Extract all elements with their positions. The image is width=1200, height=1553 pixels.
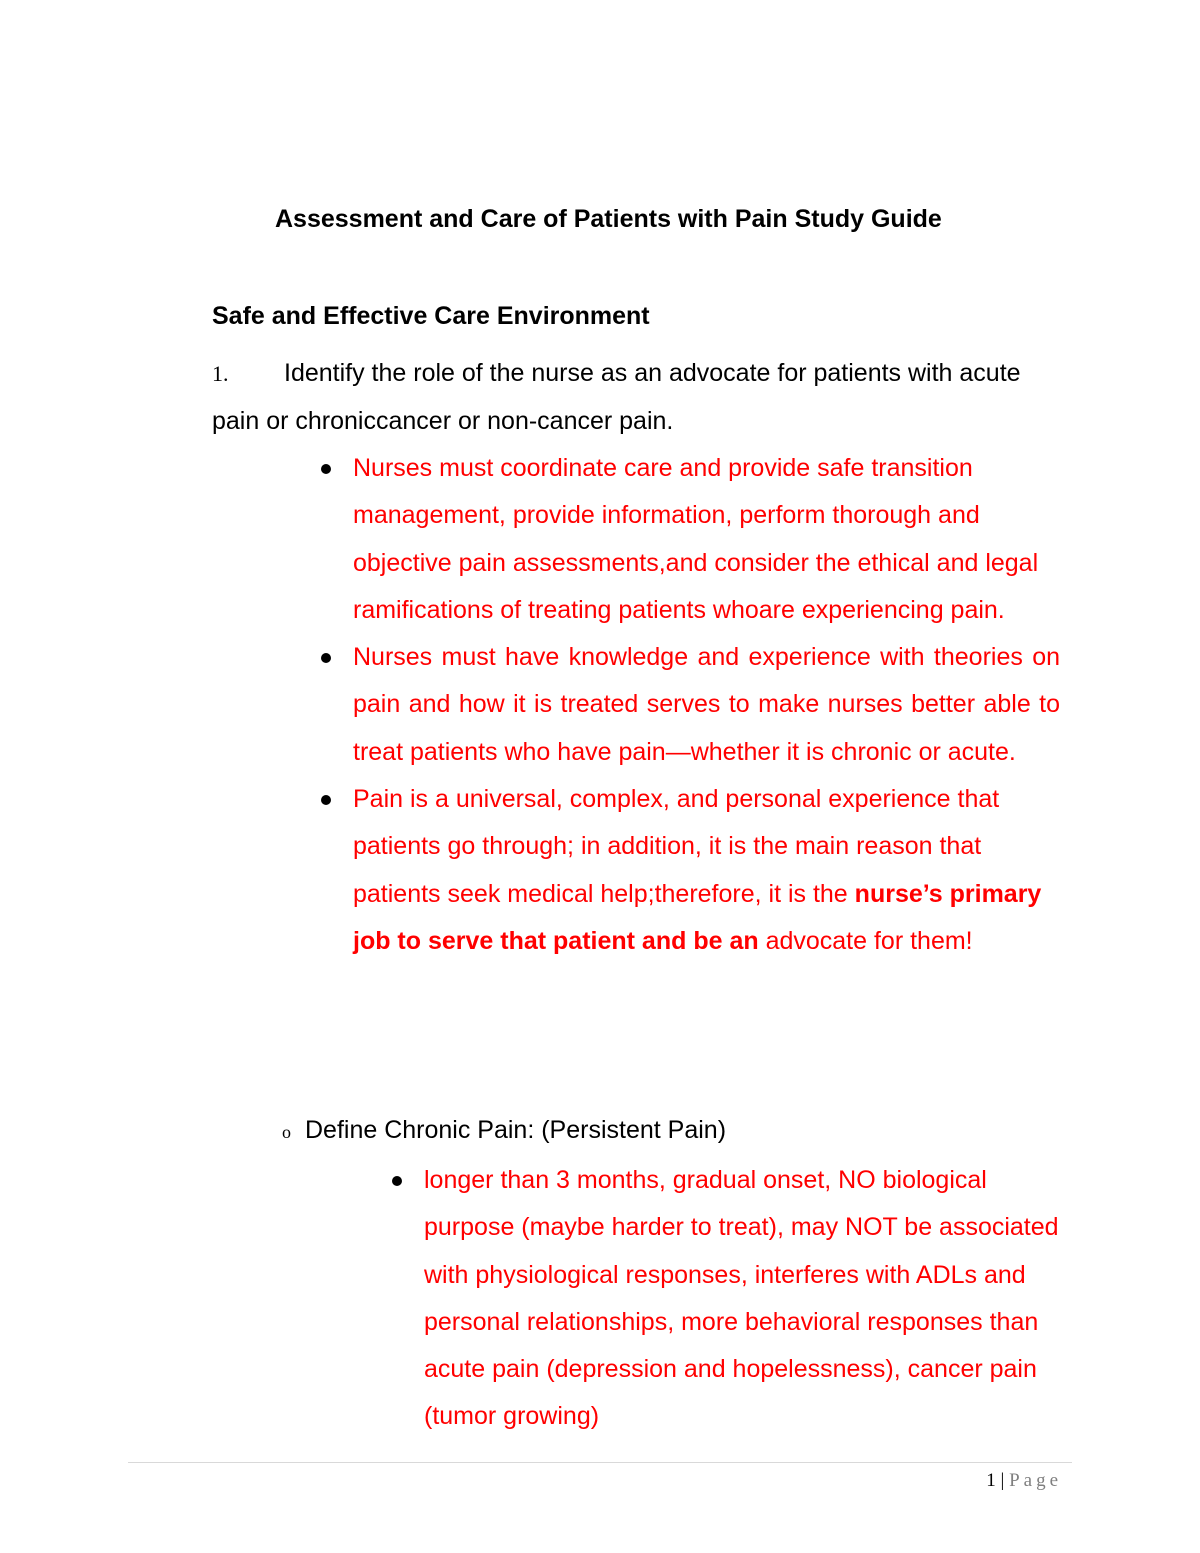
question-item	[212, 350, 1042, 445]
answer-bullet-text: Nurses must have knowledge and experience with theories on pain and how it is treated serves to make nurses better able to treat patients who have pain—whether it is chronic or acute.	[353, 643, 1060, 766]
answer-bullet-list	[310, 445, 1060, 965]
answer-bullet-text-prefix: Pain is a universal, complex, and personal experience that patients go through; in addition, it is the main reason that patients seek medical help;therefore, it is the	[353, 785, 1000, 908]
page-number: 1	[986, 1470, 996, 1491]
bullet-dot-icon	[321, 464, 331, 474]
footer-divider	[128, 1462, 1072, 1463]
answer-bullet	[310, 634, 1060, 776]
sub-heading	[282, 1107, 726, 1156]
sub-bullet-list	[381, 1157, 1061, 1441]
document-title: Assessment and Care of Patients with Pain Study Guide	[275, 205, 942, 233]
bullet-dot-icon	[392, 1176, 402, 1186]
sub-heading-text: Define Chronic Pain: (Persistent Pain)	[305, 1116, 727, 1144]
sub-bullet-text: longer than 3 months, gradual onset, NO biological purpose (maybe harder to treat), may NOT be associated with physiological responses, interferes with ADLs and personal relationships, more behavioral responses than acute pain (depression and hopelessness), cancer pain (tumor growing)	[424, 1166, 1059, 1431]
bullet-dot-icon	[321, 795, 331, 805]
section-heading: Safe and Effective Care Environment	[212, 302, 650, 330]
answer-bullet-text: Nurses must coordinate care and provide safe transition management, provide information, perform thorough and objective pain assessments,and consider the ethical and legal ramifications of treating patients whoare experiencing pain.	[353, 454, 1039, 624]
sub-heading-marker: o	[282, 1122, 291, 1142]
question-text: Identify the role of the nurse as an advocate for patients with acute pain or chroniccancer or non-cancer pain.	[212, 359, 1021, 435]
sub-bullet	[381, 1157, 1061, 1441]
answer-bullet-bold-text: nurse’s primary job to serve that patient and be an	[353, 879, 1042, 955]
bullet-dot-icon	[321, 653, 331, 663]
page-label: Page	[1009, 1470, 1062, 1491]
answer-bullet-text-suffix: advocate for them!	[758, 926, 973, 955]
answer-bullet	[310, 445, 1060, 634]
question-number: 1.	[212, 361, 229, 386]
page-footer	[986, 1470, 1062, 1492]
footer-separator: |	[1000, 1470, 1005, 1491]
answer-bullet	[310, 776, 1060, 965]
